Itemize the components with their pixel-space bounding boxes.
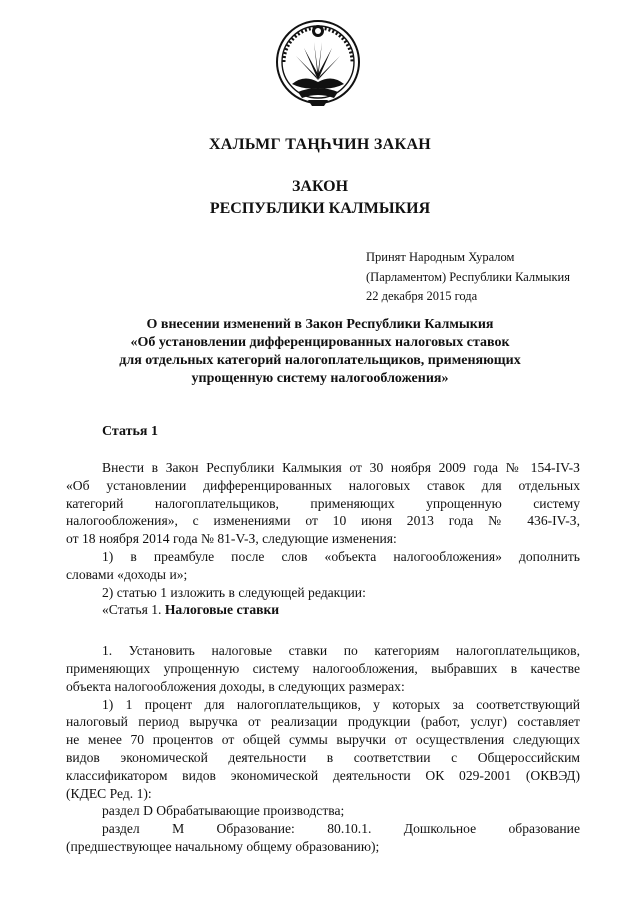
paragraph-1-line1: Внести в Закон Республики Калмыкия от 30 ноября 2009 года № 154-IV-З — [102, 460, 580, 475]
paragraph-5-line1: 1. Установить налоговые ставки по категориям налогоплательщиков, — [102, 643, 580, 659]
law-heading-line2: РЕСПУБЛИКИ КАЛМЫКИЯ — [209, 200, 431, 217]
adoption-line2: (Парламентом) Республики Калмыкия — [366, 269, 570, 284]
law-title-line3: для отдельных категорий налогоплательщиков, применяющих — [119, 353, 521, 368]
coat-of-arms-emblem — [274, 18, 362, 110]
paragraph-1-line3: категорий налогоплательщиков, применяющих упрощенную систему — [66, 495, 580, 511]
law-title — [0, 316, 640, 388]
paragraph-6-line1: 1) 1 процент для налогоплательщиков, у которых за соответствующий — [102, 696, 580, 712]
kalmyk-law-title: ХАЛЬМГ ТАҢҺЧИН ЗАКАН — [208, 136, 432, 153]
paragraph-1-line2: «Об установлении дифференцированных налоговых ставок для отдельных — [66, 477, 580, 493]
paragraph-5-line2: применяющих упрощенную систему налогообложения, выбравших в качестве — [66, 660, 580, 676]
article-restated-title: Налоговые ставки — [164, 602, 280, 618]
paragraph-2 — [66, 548, 580, 584]
paragraph-8 — [66, 820, 580, 856]
paragraph-4 — [66, 601, 580, 619]
law-heading — [0, 176, 640, 220]
article-heading: Статья 1 — [102, 424, 158, 439]
paragraph-5 — [66, 642, 580, 695]
adoption-date: 22 декабря 2015 года — [366, 289, 478, 303]
paragraph-1-line4: налогообложения», с изменениями от 10 июня 2013 года № 436-IV-З, — [66, 513, 580, 529]
paragraph-1-line5: от 18 ноября 2014 года № 81-V-З, следующие изменения: — [66, 531, 397, 547]
adoption-note — [366, 248, 570, 307]
paragraph-6-line2: налоговый период выручка от реализации продукции (работ, услуг) составляет — [66, 714, 580, 730]
paragraph-6-line6: (КДЕС Ред. 1): — [66, 785, 152, 801]
paragraph-1 — [66, 459, 580, 548]
paragraph-7: раздел D Обрабатывающие производства; — [102, 803, 345, 819]
paragraph-5-line3: объекта налогообложения доходы, в следующих размерах: — [66, 678, 405, 694]
paragraph-3: 2) статью 1 изложить в следующей редакции: — [102, 584, 366, 600]
law-title-line1: О внесении изменений в Закон Республики Калмыкия — [146, 317, 494, 332]
paragraph-6-line5: классификатором видов экономической деятельности ОК 029-2001 (ОКВЭД) — [66, 767, 580, 783]
paragraph-6-line3: не менее 70 процентов от общей суммы выручки от осуществления следующих — [66, 732, 580, 748]
law-title-line2: «Об установлении дифференцированных налоговых ставок — [130, 335, 510, 350]
paragraph-8-line1: раздел М Образование: 80.10.1. Дошкольное образование — [102, 821, 580, 837]
paragraph-8-line2: (предшествующее начальному общему образованию); — [66, 838, 380, 854]
paragraph-2-line2: словами «доходы и»; — [66, 566, 188, 582]
adoption-line1: Принят Народным Хуралом — [366, 250, 515, 264]
article-restated-prefix: «Статья 1. — [102, 602, 165, 618]
law-heading-line1: ЗАКОН — [291, 178, 349, 195]
paragraph-6 — [66, 696, 580, 803]
paragraph-6-line4: видов экономической деятельности в соответствии с Общероссийским — [66, 749, 580, 765]
article-body — [66, 459, 580, 856]
law-title-line4: упрощенную систему налогообложения» — [191, 371, 449, 386]
paragraph-2-line1: 1) в преамбуле после слов «объекта налогообложения» дополнить — [102, 548, 580, 564]
